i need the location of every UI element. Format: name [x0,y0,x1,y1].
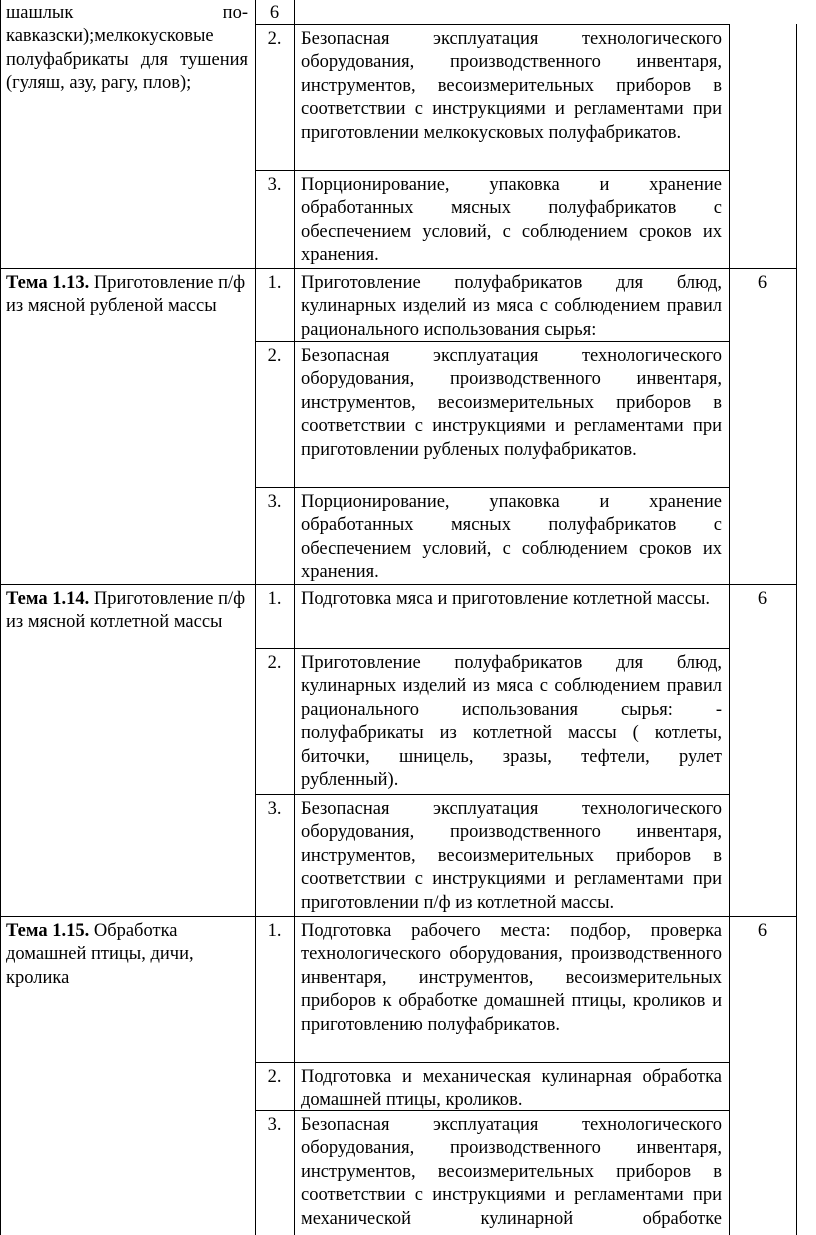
table-border-left [0,0,1,1235]
item-number: 3. [267,799,282,819]
item-number: 1. [267,921,282,941]
item-number: 2. [267,1067,282,1087]
hours-value: 6 [757,921,768,941]
item-text: Подготовка и механическая кулинарная обработка домашней птицы, кроликов. [301,1067,722,1111]
topic-text: шашлык по-кавказски);мелкокусковые полуфабрикаты для тушения (гуляш, азу, рагу, плов); [6,3,248,94]
table-border-num [294,0,295,1235]
topic-cell [6,920,248,990]
item-text: Приготовление полуфабрикатов для блюд, кулинарных изделий из мяса с соблюдением правил рационального использования сырья: [301,273,722,340]
item-number: 1. [267,273,282,293]
topic-text: Приготовление п/ф из мясной рубленой массы [6,273,246,317]
topic-text: Приготовление п/ф из мясной котлетной массы [6,589,246,633]
item-text: Подготовка рабочего места: подбор, проверка технологического оборудования, производственного инвентаря, инструментов, весоизмерительных приборов к обработке домашней птицы, кроликов и приготовлению полуфабрикатов. [301,921,722,1035]
item-number: 3. [267,175,282,195]
item-text: Порционирование, упаковка и хранение обработанных мясных полуфабрикатов с обеспечением условий, с соблюдением сроков их хранения. [301,492,722,583]
hours-value: 6 [757,273,768,293]
row-divider [0,268,797,269]
item-number: 2. [267,653,282,673]
item-text: Безопасная эксплуатация технологического оборудования, производственного инвентаря, инструментов, весоизмерительных приборов в соответствии с инструкциями и регламентами при механической кулинарной обработке [301,1115,722,1229]
item-number: 1. [267,589,282,609]
item-text: Порционирование, упаковка и хранение обработанных мясных полуфабрикатов с обеспечением условий, с соблюдением сроков их хранения. [301,175,722,266]
topic-title: Тема 1.14. [6,589,90,609]
item-text: Безопасная эксплуатация технологического оборудования, производственного инвентаря, инструментов, весоизмерительных приборов в соответствии с инструкциями и регламентами при приготовлении мелкокусковых полуфабрикатов. [301,29,722,143]
row-divider [255,648,729,649]
row-divider [255,1062,729,1063]
topic-cell [6,588,248,635]
item-text: Безопасная эксплуатация технологического оборудования, производственного инвентаря, инструментов, весоизмерительных приборов в соответствии с инструкциями и регламентами при приготовлении п/ф из котлетной массы. [301,799,722,913]
item-text: Приготовление полуфабрикатов для блюд, кулинарных изделий из мяса с соблюдением правил рационального использования сырья: - полуфабрикаты из котлетной массы ( котлеты, биточки, шницель, зразы, тефтели, рулет рубленный). [301,653,722,791]
topic-cell [6,272,248,319]
item-number: 2. [267,29,282,49]
topic-title: Тема 1.15. [6,921,90,941]
item-text: Безопасная эксплуатация технологического оборудования, производственного инвентаря, инструментов, весоизмерительных приборов в соответствии с инструкциями и регламентами при приготовлении рубленых полуфабрикатов. [301,346,722,460]
hours-value: 6 [757,589,768,609]
topic-cell [6,2,248,96]
item-number: 2. [267,346,282,366]
item-number: 3. [267,1115,282,1135]
row-divider [255,487,729,488]
item-text: Подготовка мяса и приготовление котлетной массы. [301,589,711,609]
table-border-right [796,24,797,1235]
topic-text: Обработка домашней птицы, дичи, кролика [6,921,194,988]
row-divider [255,794,729,795]
topic-title: Тема 1.13. [6,273,90,293]
item-number: 3. [267,492,282,512]
item-number: 6 [269,3,280,23]
row-divider [0,916,797,917]
row-divider [255,170,729,171]
table-border-content [729,24,730,1235]
row-divider [255,24,729,25]
